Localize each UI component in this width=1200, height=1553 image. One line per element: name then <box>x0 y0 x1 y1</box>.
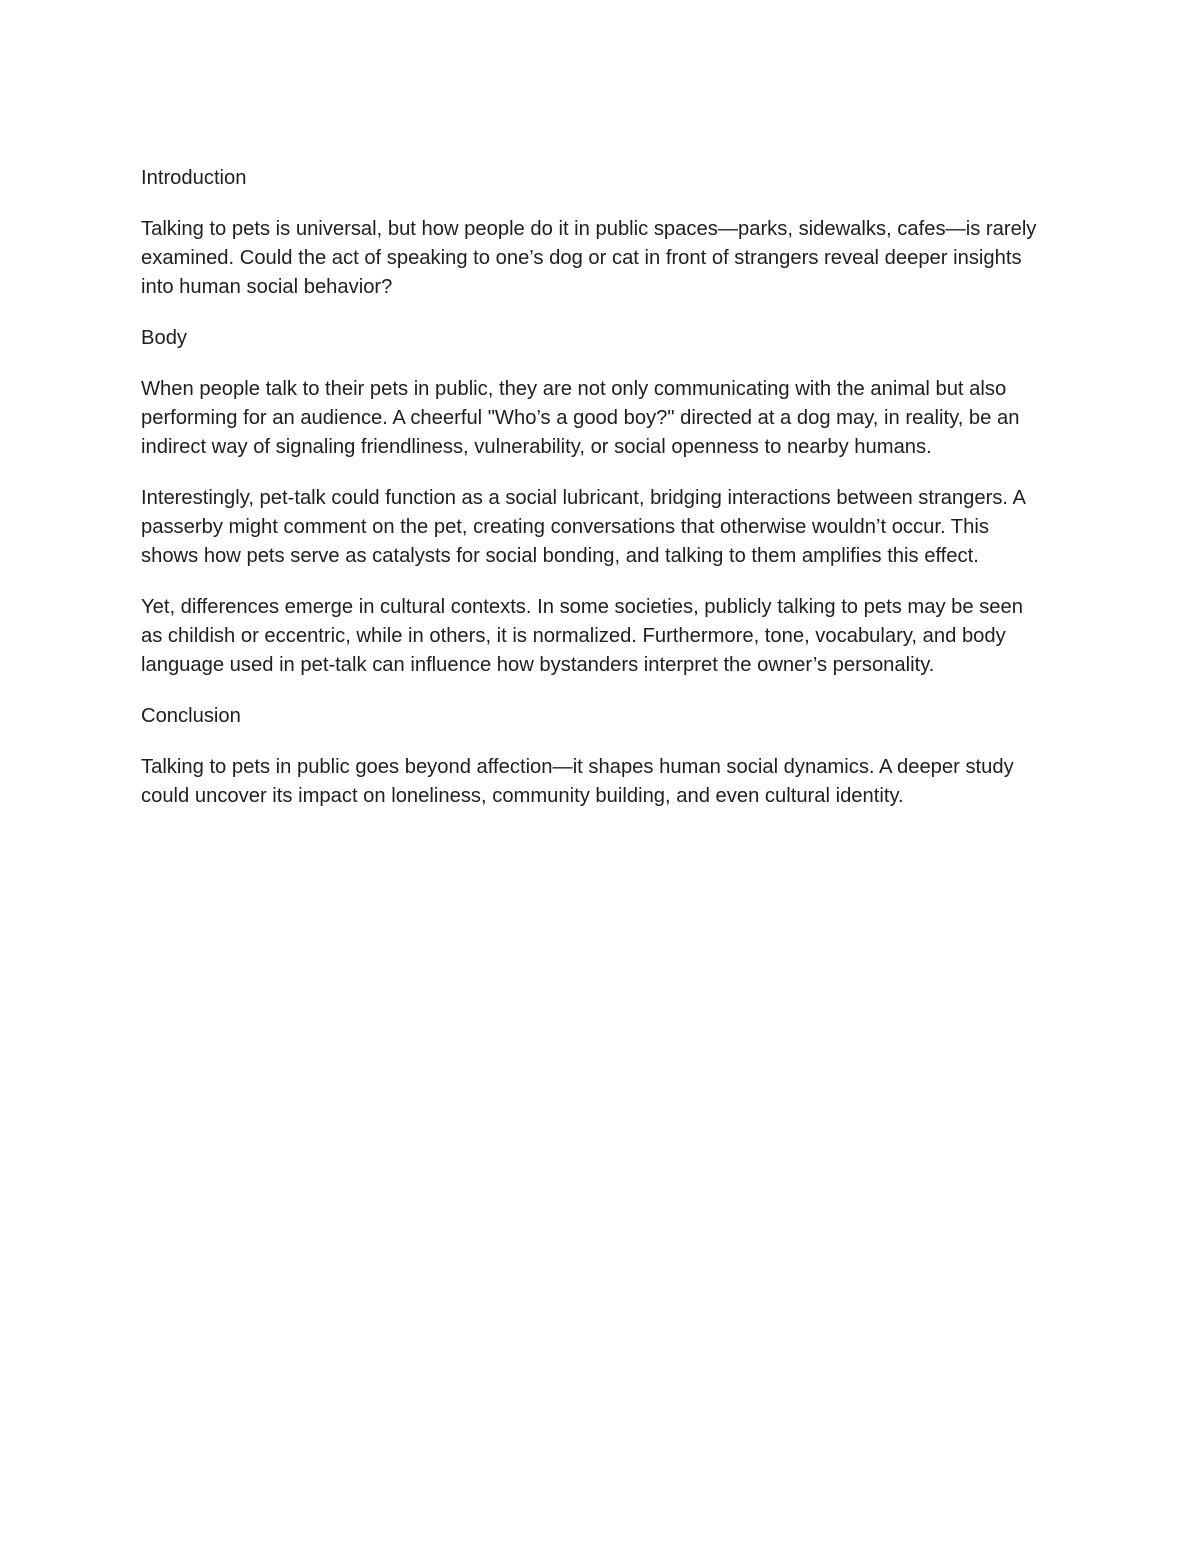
section-heading-conclusion: Conclusion <box>141 705 241 727</box>
document-body <box>141 164 1046 833</box>
paragraph-introduction: Talking to pets is universal, but how people do it in public spaces—parks, sidewalks, cafes—is rarely examined. Could the act of speaking to one’s dog or cat in front of strangers reveal deeper insights into human social behavior? <box>141 218 1037 298</box>
section-heading-introduction: Introduction <box>141 167 247 189</box>
paragraph-body-1: When people talk to their pets in public, they are not only communicating with the animal but also performing for an audience. A cheerful "Who’s a good boy?" directed at a dog may, in reality, be an indirect way of signaling friendliness, vulnerability, or social openness to nearby humans. <box>141 378 1020 458</box>
paragraph-body-2: Interestingly, pet-talk could function as a social lubricant, bridging interactions between strangers. A passerby might comment on the pet, creating conversations that otherwise wouldn’t occur. This shows how pets serve as catalysts for social bonding, and talking to them amplifies this effect. <box>141 487 1025 567</box>
paragraph-body-3: Yet, differences emerge in cultural contexts. In some societies, publicly talking to pets may be seen as childish or eccentric, while in others, it is normalized. Furthermore, tone, vocabulary, and body language used in pet-talk can influence how bystanders interpret the owner’s personality. <box>141 596 1023 676</box>
paragraph-conclusion: Talking to pets in public goes beyond affection—it shapes human social dynamics. A deeper study could uncover its impact on loneliness, community building, and even cultural identity. <box>141 756 1014 807</box>
section-heading-body: Body <box>141 327 188 349</box>
